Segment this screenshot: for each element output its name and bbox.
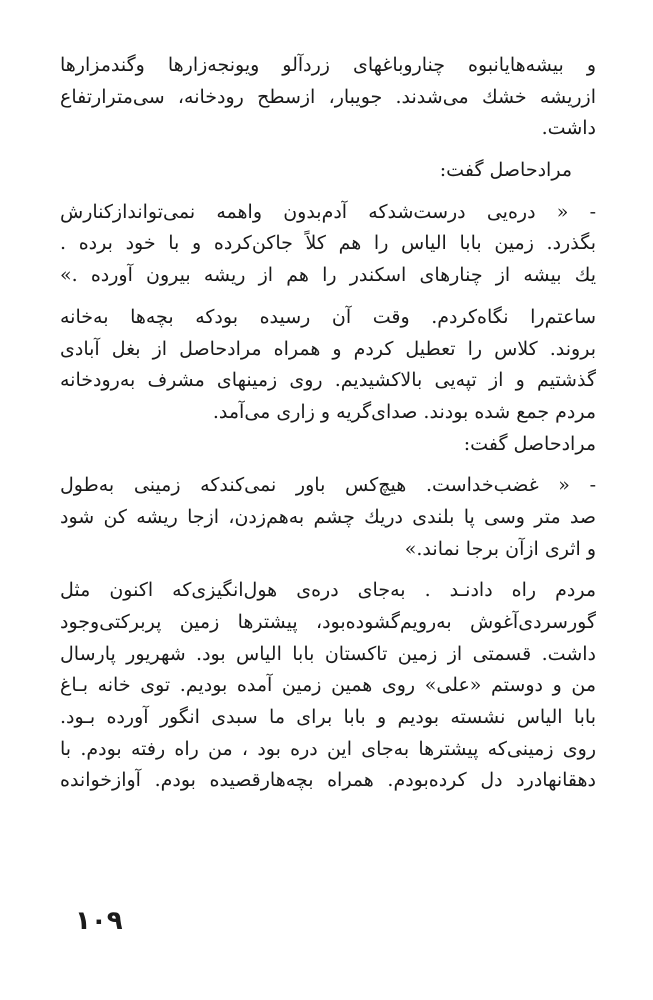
text-line: صد متر وسی پا بلندی دریك چشم به‌هم‌زدن، ازجا ریشه کن شود: [60, 505, 596, 528]
text-line: من و دوستم «علی» روی همین زمین آمده بودیم. توی خانه بـاغ: [60, 674, 596, 697]
paragraph: [60, 470, 596, 565]
text-line: مردم جمع شده بودند. صدای‌گریه و زاری می‌آمد.: [212, 400, 596, 423]
text-line: داشت.: [541, 117, 596, 140]
text-line: و بیشه‌هایانبوه چناروباغهای زردآلو ویونجه‌زارها وگندمزارها: [60, 54, 596, 76]
page-body: [60, 50, 596, 797]
text-line: و اثری از‌آن برجا نماند.»: [404, 537, 596, 560]
text-line: - « غضب‌خداست. هیچ‌کس باور نمی‌کندکه زمینی به‌طول: [60, 474, 596, 497]
paragraph: [60, 197, 596, 292]
speaker-line: مرادحاصل گفت:: [439, 159, 572, 182]
page-number: ۱۰۹: [75, 906, 123, 936]
text-line: یك بیشه از چنارهای اسکندر را هم از ریشه بیرون آورده .»: [60, 264, 596, 287]
text-line: روی زمینی‌که پیشترها به‌جای این دره بود ، من راه رفته بودم. با: [60, 737, 596, 760]
text-line: داشت. قسمتی از زمین تاکستان بابا الیاس بود. شهریور پارسال: [60, 642, 596, 665]
text-line: بابا الیاس نشسته بودیم و بابا برای ما سبدی انگور آورده بـود.: [60, 706, 596, 729]
paragraph: [60, 302, 596, 460]
text-line: بروند. کلاس را تعطیل کردم و همراه مرادحاصل از بغل آبادی: [60, 337, 596, 360]
text-line: گورسردی‌آغوش به‌رویم‌گشوده‌بود، پیشترها زمین پربرکتی‌وجود: [60, 611, 596, 633]
paragraph: [60, 575, 596, 797]
paragraph: [60, 155, 596, 187]
text-line: - « دره‌یی درست‌شدکه آدم‌بدون واهمه نمی‌توانداز‌کنارش: [60, 200, 596, 223]
text-line: بگذرد. زمین بابا الیاس را هم کلاً جاکن‌کرده و با خود برده .: [60, 232, 596, 255]
speaker-line: مرادحاصل گفت:: [463, 432, 596, 455]
text-line: مردم راه دادنـد . به‌جای دره‌ی هول‌انگیزی‌که اکنون مثل: [60, 579, 596, 602]
paragraph: [60, 50, 596, 145]
text-line: دهقانهادرد دل کرده‌بودم. همراه بچه‌هارقصیده بودم. آوازخوانده: [60, 769, 596, 792]
text-line: ساعتم‌را نگاه‌کردم. وقت آن رسیده بودکه بچه‌ها به‌خانه: [60, 305, 596, 328]
text-line: ازریشه خشك می‌شدند. جویبار، ازسطح رودخانه، سی‌مترارتفاع: [60, 85, 596, 108]
text-line: گذشتیم و از تپه‌یی بالاکشیدیم. روی زمینهای مشرف به‌رودخانه: [60, 369, 596, 392]
